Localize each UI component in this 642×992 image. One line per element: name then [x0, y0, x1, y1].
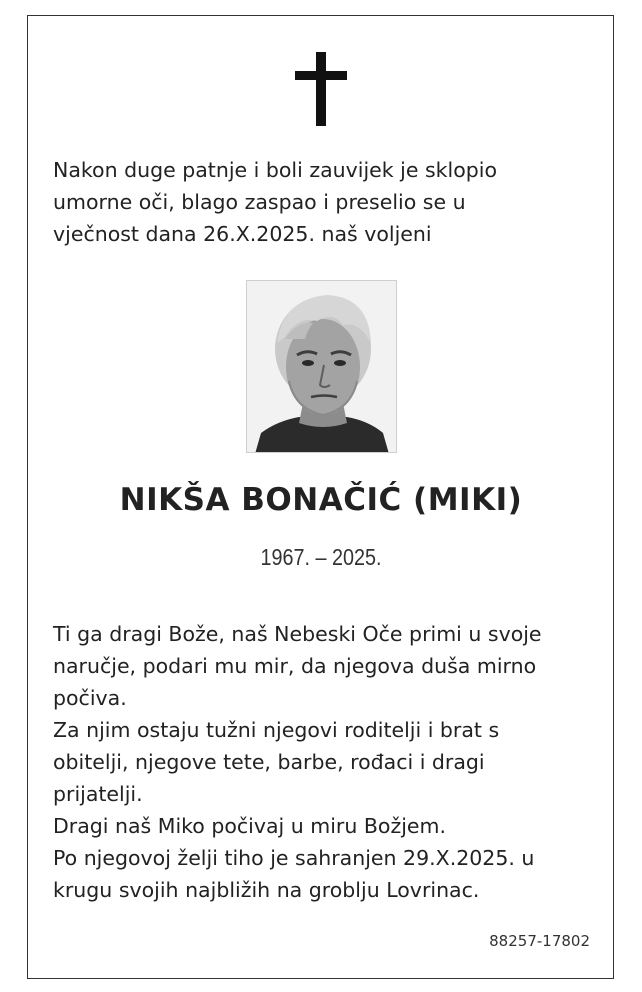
cross-vertical-bar	[316, 52, 326, 126]
body-line: počiva.	[53, 686, 127, 710]
reference-code: 88257-17802	[489, 932, 590, 950]
body-line: prijatelji.	[53, 782, 143, 806]
portrait-photo	[246, 280, 397, 453]
deceased-name: NIKŠA BONAČIĆ (MIKI)	[119, 482, 523, 518]
intro-text	[53, 154, 573, 250]
life-years: 1967. – 2025.	[260, 544, 382, 570]
intro-line: vječnost dana 26.X.2025. naš voljeni	[53, 222, 432, 246]
intro-line: Nakon duge patnje i boli zauvijek je sklopio	[53, 158, 498, 182]
body-line: obitelji, njegove tete, barbe, rođaci i dragi	[53, 750, 485, 774]
body-line: krugu svojih najbližih na groblju Lovrinac.	[53, 878, 480, 902]
cross-horizontal-bar	[295, 71, 347, 80]
intro-line: umorne oči, blago zaspao i preselio se u	[53, 190, 466, 214]
body-line: Ti ga dragi Bože, naš Nebeski Oče primi u svoje	[53, 622, 542, 646]
body-line: Po njegovoj želji tiho je sahranjen 29.X.2025. u	[53, 846, 535, 870]
portrait-image	[247, 281, 397, 453]
body-line: Dragi naš Miko počivaj u miru Božjem.	[53, 814, 447, 838]
cross-icon	[295, 52, 347, 126]
body-text	[53, 618, 593, 906]
body-line: naručje, podari mu mir, da njegova duša mirno	[53, 654, 537, 678]
body-line: Za njim ostaju tužni njegovi roditelji i brat s	[53, 718, 500, 742]
